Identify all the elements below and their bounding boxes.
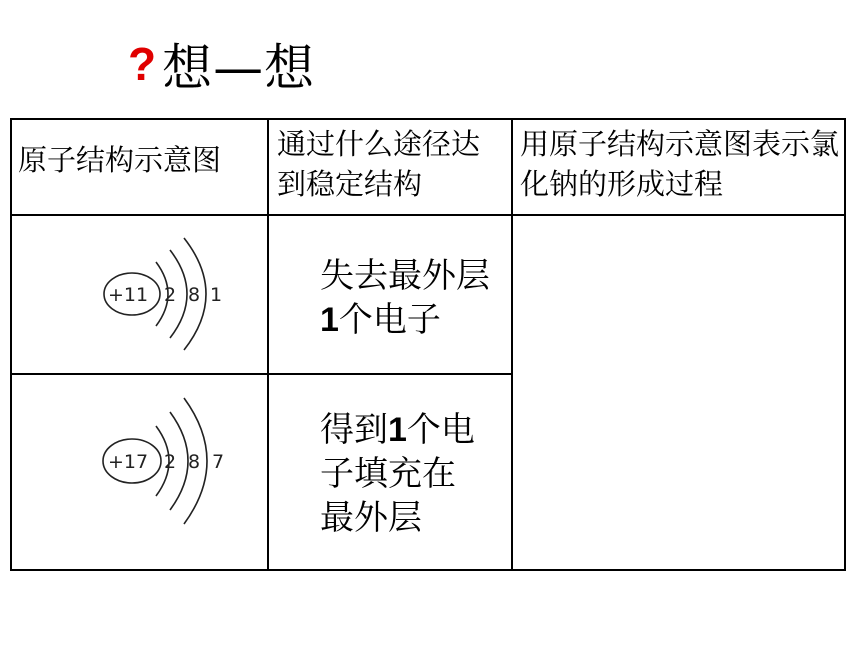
pathway-text-chlorine: 得到1个电 子填充在 最外层 [320, 410, 475, 538]
shell-electron-count: 2 [164, 284, 177, 306]
shell-electron-count: 8 [188, 284, 201, 306]
table-divider [12, 214, 846, 216]
chlorine-atom-diagram [100, 388, 240, 538]
shell-electron-count: 7 [212, 451, 225, 473]
header-pathway: 通过什么途径达到稳定结构 [277, 127, 481, 201]
table-divider [267, 120, 269, 569]
header-structure-diagram: 原子结构示意图 [18, 143, 222, 177]
shell-electron-count: 2 [164, 451, 177, 473]
comparison-table [10, 118, 846, 571]
table-divider [511, 120, 513, 569]
title-text: 想—想 [162, 39, 316, 97]
shell-electron-count: 8 [188, 451, 201, 473]
nucleus-charge: +17 [108, 451, 149, 473]
pathway-text-sodium: 失去最外层 1个电子 [320, 256, 490, 340]
nucleus-charge: +11 [108, 284, 149, 306]
page-title [128, 32, 315, 96]
shell-electron-count: 1 [210, 284, 223, 306]
question-mark-icon: ? [128, 38, 157, 90]
formation-answer-cell [514, 217, 844, 569]
header-formation: 用原子结构示意图表示氯化钠的形成过程 [520, 127, 840, 201]
table-divider [12, 373, 512, 375]
sodium-atom-diagram [100, 228, 240, 360]
